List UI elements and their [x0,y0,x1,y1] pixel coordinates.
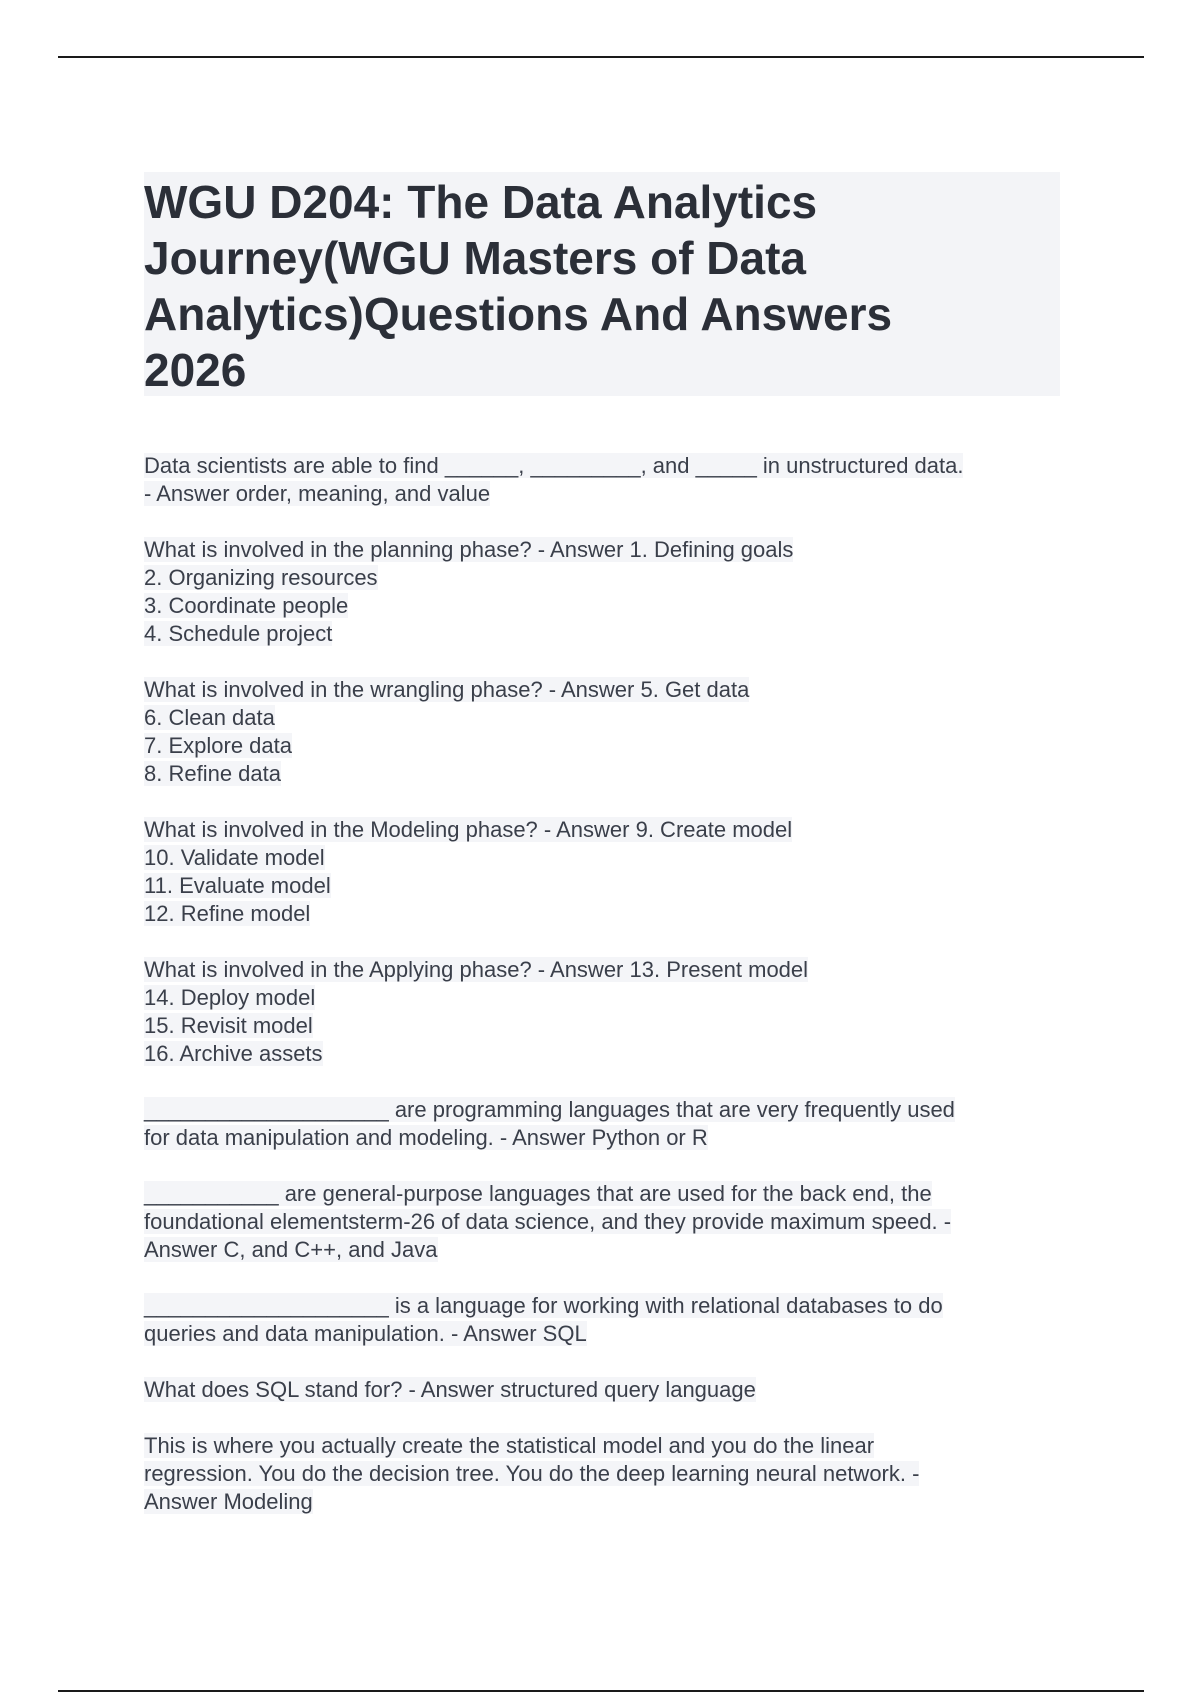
title-line: Journey(WGU Masters of Data [144,232,807,284]
qa-line [144,1376,1064,1404]
qa-line-text: Data scientists are able to find ______, _________, and _____ in unstructured data. [144,453,964,478]
qa-line [144,872,1064,900]
qa-line [144,1460,1064,1488]
title-block [144,172,1060,396]
qa-line-text: 6. Clean data [144,705,275,730]
qa-line [144,1236,1064,1264]
qa-line [144,1180,1064,1208]
qa-line-text: for data manipulation and modeling. - Answer Python or R [144,1125,708,1150]
qa-line [144,900,1064,928]
qa-line [144,592,1064,620]
qa-line-text: - Answer order, meaning, and value [144,481,491,506]
qa-line-text: 3. Coordinate people [144,593,349,618]
qa-line-text: 12. Refine model [144,901,311,926]
qa-item [144,1180,1064,1264]
qa-line-text: queries and data manipulation. - Answer SQL [144,1321,587,1346]
qa-item [144,536,1064,648]
qa-line [144,1040,1064,1068]
qa-line-text: 10. Validate model [144,845,325,870]
qa-item [144,816,1064,928]
qa-line-text: foundational elementsterm-26 of data science, and they provide maximum speed. - [144,1209,952,1234]
qa-line [144,480,1064,508]
title-line: 2026 [144,344,247,396]
qa-line-text: Answer Modeling [144,1489,313,1514]
qa-line-text: 8. Refine data [144,761,281,786]
qa-item [144,1292,1064,1348]
qa-line [144,732,1064,760]
qa-line [144,1096,1064,1124]
qa-line-text: 4. Schedule project [144,621,333,646]
qa-line [144,564,1064,592]
qa-line-text: 14. Deploy model [144,985,316,1010]
qa-item [144,1096,1064,1152]
qa-line-text: ___________ are general-purpose languages that are used for the back end, the [144,1181,932,1206]
bottom-rule [58,1690,1144,1692]
qa-line [144,1208,1064,1236]
document-title [144,174,1060,398]
qa-line [144,536,1064,564]
qa-line [144,1012,1064,1040]
qa-item [144,1432,1064,1516]
qa-line [144,1488,1064,1516]
qa-line-text: What is involved in the Applying phase? - Answer 13. Present model [144,957,809,982]
qa-line-text: regression. You do the decision tree. You do the deep learning neural network. - [144,1461,920,1486]
qa-line-text: What is involved in the planning phase? - Answer 1. Defining goals [144,537,794,562]
title-line: Analytics)Questions And Answers [144,288,893,340]
qa-line [144,984,1064,1012]
qa-line-text: 16. Archive assets [144,1041,323,1066]
qa-line [144,844,1064,872]
qa-item [144,452,1064,508]
title-line: WGU D204: The Data Analytics [144,176,818,228]
qa-line-text: 2. Organizing resources [144,565,378,590]
qa-line-text: 11. Evaluate model [144,873,331,898]
qa-line-text: 15. Revisit model [144,1013,313,1038]
qa-line [144,1320,1064,1348]
qa-line [144,1432,1064,1460]
qa-item [144,676,1064,788]
qa-line [144,816,1064,844]
qa-line [144,620,1064,648]
qa-line [144,956,1064,984]
top-rule [58,56,1144,58]
qa-line-text: ____________________ are programming languages that are very frequently used [144,1097,955,1122]
qa-item [144,956,1064,1068]
qa-item [144,1376,1064,1404]
qa-line [144,760,1064,788]
qa-line-text: What is involved in the wrangling phase? - Answer 5. Get data [144,677,750,702]
qa-line-text: What is involved in the Modeling phase? - Answer 9. Create model [144,817,793,842]
qa-line [144,452,1064,480]
qa-line [144,704,1064,732]
qa-line-text: Answer C, and C++, and Java [144,1237,438,1262]
qa-line [144,1124,1064,1152]
qa-line-text: This is where you actually create the statistical model and you do the linear [144,1433,875,1458]
qa-line [144,1292,1064,1320]
qa-line-text: What does SQL stand for? - Answer structured query language [144,1377,756,1402]
qa-line [144,676,1064,704]
qa-list [144,452,1064,1544]
qa-line-text: 7. Explore data [144,733,292,758]
qa-line-text: ____________________ is a language for working with relational databases to do [144,1293,943,1318]
